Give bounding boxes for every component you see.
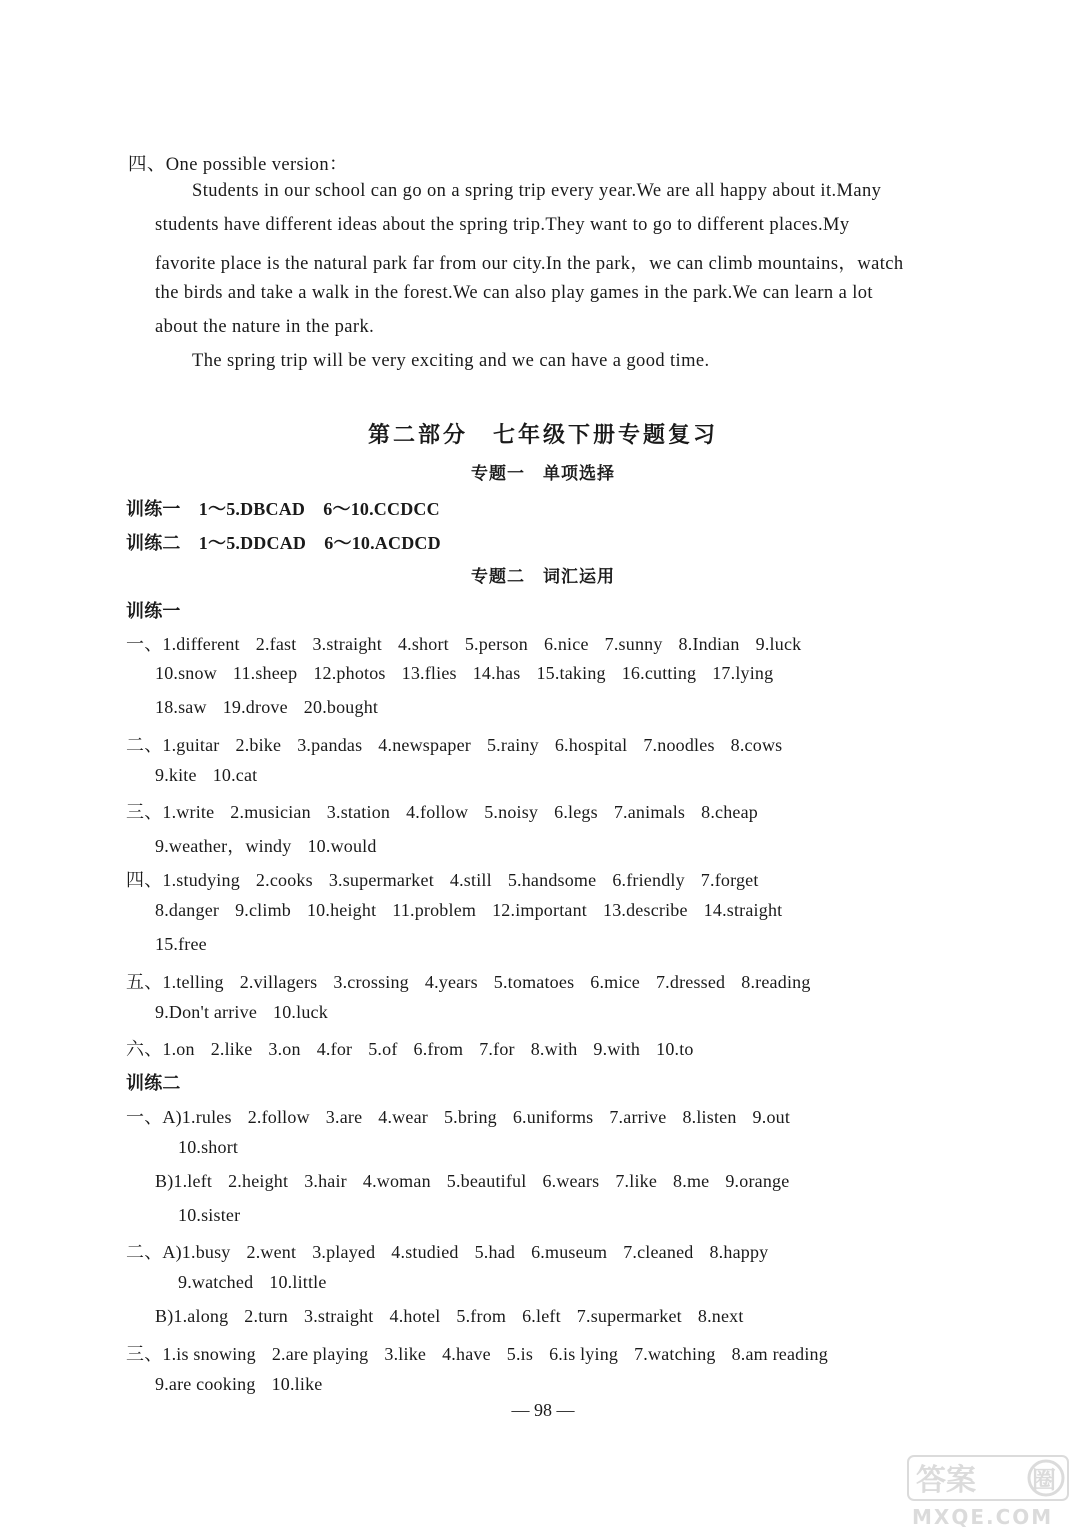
answer-item: 4.still: [449, 870, 492, 890]
answer-item: 3.pandas: [297, 735, 363, 755]
answer-line: [178, 1137, 254, 1158]
answer-item: 7.watching: [634, 1344, 716, 1364]
answer-item: 2.went: [246, 1242, 297, 1262]
answer-item: 10.short: [178, 1137, 239, 1157]
answer-item: 10.like: [271, 1374, 323, 1394]
answer-item: 8.listen: [682, 1107, 737, 1127]
answer-item: 10.height: [306, 900, 377, 920]
answer-item: 7.cleaned: [623, 1242, 694, 1262]
topic2-title: 专题二 词汇运用: [471, 567, 615, 586]
answer-line: [178, 1205, 256, 1226]
topic1-line: 训练二 1～5.DDCAD 6～10.ACDCD: [126, 533, 441, 553]
answer-line: [155, 1306, 760, 1327]
answer-item: 9.watched: [178, 1272, 254, 1292]
answer-item: 19.drove: [222, 697, 288, 717]
answer-line: [155, 832, 393, 858]
topic1-line: 训练一 1～5.DBCAD 6～10.CCDCC: [126, 499, 440, 519]
answer-item: 5.is: [506, 1344, 534, 1364]
answer-item: 14.has: [472, 663, 521, 683]
answer-item: 7.noodles: [643, 735, 715, 755]
answer-item: 8.cows: [730, 735, 783, 755]
answer-item: 10.snow: [155, 663, 217, 683]
answer-item: 4.newspaper: [378, 735, 471, 755]
answer-item: 4.hotel: [389, 1306, 441, 1326]
train1-label: 训练一: [126, 601, 181, 621]
answer-item: 3.are: [325, 1107, 363, 1127]
answer-item: 5.tomatoes: [493, 972, 575, 992]
answer-item: 15.taking: [536, 663, 606, 683]
answer-line: [126, 968, 827, 994]
answer-item: 18.saw: [155, 697, 207, 717]
answer-item: B)1.left: [155, 1171, 213, 1191]
answer-item: 4.years: [424, 972, 478, 992]
answer-line: [155, 663, 789, 684]
answer-item: 2.follow: [247, 1107, 310, 1127]
answer-item: 5.beautiful: [446, 1171, 527, 1191]
answer-item: 10.to: [656, 1039, 694, 1059]
answer-item: 6.nice: [543, 634, 589, 654]
answer-item: 3.crossing: [333, 972, 409, 992]
answer-item: 9.orange: [725, 1171, 790, 1191]
answer-item: 2.like: [210, 1039, 253, 1059]
answer-item: 20.bought: [303, 697, 379, 717]
answer-item: 5.had: [474, 1242, 516, 1262]
essay-line: students have different ideas about the spring trip.They want to go to different places.My: [155, 215, 850, 235]
answer-item: 5.handsome: [507, 870, 597, 890]
answer-item: 4.have: [442, 1344, 491, 1364]
answer-item: 五、1.telling: [126, 972, 224, 992]
train2-label: 训练二: [126, 1073, 181, 1093]
answer-item: 7.animals: [613, 802, 686, 822]
answer-item: 8.cheap: [701, 802, 758, 822]
answer-item: 10.little: [269, 1272, 327, 1292]
page-number: — 98 —: [511, 1400, 575, 1420]
essay-line: the birds and take a walk in the forest.We can also play games in the park.We can learn a lot: [155, 283, 873, 303]
answer-item: 2.height: [228, 1171, 289, 1191]
answer-item: 16.cutting: [621, 663, 697, 683]
answer-item: 5.bring: [443, 1107, 497, 1127]
answer-item: 9.out: [752, 1107, 791, 1127]
answer-item: 6.left: [522, 1306, 561, 1326]
answer-item: 4.short: [397, 634, 449, 654]
svg-text:答案: 答案: [916, 1463, 976, 1498]
answer-item: 7.like: [615, 1171, 658, 1191]
answer-line: [155, 900, 798, 921]
essay-line: favorite place is the natural park far from our city.In the park，we can climb mountains，watch: [155, 254, 904, 274]
answer-item: 6.is lying: [549, 1344, 619, 1364]
answer-line: [178, 1272, 343, 1293]
answer-item: 6.from: [413, 1039, 464, 1059]
answer-item: 4.studied: [391, 1242, 459, 1262]
answer-item: 5.noisy: [484, 802, 539, 822]
answer-item: 3.like: [384, 1344, 427, 1364]
answer-item: 3.supermarket: [328, 870, 434, 890]
answer-item: 5.of: [368, 1039, 398, 1059]
answer-item: 9.luck: [755, 634, 802, 654]
answer-item: 6.mice: [590, 972, 640, 992]
answer-item: 8.happy: [709, 1242, 769, 1262]
answer-item: 10.sister: [178, 1205, 241, 1225]
answer-item: 3.station: [326, 802, 391, 822]
answer-item: 6.friendly: [612, 870, 685, 890]
answer-item: 12.important: [492, 900, 587, 920]
answer-item: 9.kite: [155, 765, 197, 785]
answer-item: 15.free: [155, 934, 207, 954]
answer-item: 2.turn: [244, 1306, 288, 1326]
answer-item: 3.straight: [312, 634, 382, 654]
answer-item: 6.legs: [554, 802, 598, 822]
topic1-title: 专题一 单项选择: [471, 464, 615, 483]
answer-item: 17.lying: [712, 663, 774, 683]
answer-item: 5.from: [456, 1306, 507, 1326]
answer-item: 9.Don't arrive: [155, 1002, 258, 1022]
answer-item: 8.am reading: [731, 1344, 828, 1364]
answer-item: 8.danger: [155, 900, 220, 920]
answer-item: 11.sheep: [232, 663, 298, 683]
answer-item: 10.luck: [273, 1002, 328, 1022]
part-title: 第二部分 七年级下册专题复习: [367, 422, 718, 447]
answer-item: 三、1.write: [126, 802, 215, 822]
answer-item: 2.bike: [235, 735, 282, 755]
answer-item: 7.supermarket: [576, 1306, 682, 1326]
answer-item: 六、1.on: [126, 1039, 195, 1059]
answer-item: 9.are cooking: [155, 1374, 256, 1394]
answer-item: 6.museum: [531, 1242, 608, 1262]
answer-item: 7.arrive: [609, 1107, 667, 1127]
answer-line: [126, 731, 798, 757]
answer-item: 二、1.guitar: [126, 735, 220, 755]
answer-item: 8.me: [673, 1171, 710, 1191]
answer-item: 2.fast: [255, 634, 297, 654]
answer-item: 8.Indian: [678, 634, 740, 654]
answer-item: 二、A)1.busy: [126, 1242, 231, 1262]
svg-text:MXQE.COM: MXQE.COM: [912, 1505, 1054, 1529]
answer-item: 2.are playing: [271, 1344, 369, 1364]
answer-item: 13.describe: [603, 900, 688, 920]
answer-item: 6.wears: [542, 1171, 600, 1191]
answer-item: 9.weather，windy: [155, 836, 292, 856]
answer-item: 四、1.studying: [126, 870, 240, 890]
answer-item: 4.for: [316, 1039, 353, 1059]
answer-line: [126, 866, 775, 892]
answer-line: [155, 1171, 805, 1192]
answer-item: 3.straight: [304, 1306, 374, 1326]
answer-item: 7.sunny: [604, 634, 663, 654]
answer-item: 7.dressed: [655, 972, 726, 992]
answer-item: 12.photos: [313, 663, 386, 683]
answer-line: [155, 1002, 344, 1023]
answer-line: [155, 765, 273, 786]
answer-item: 一、1.different: [126, 634, 240, 654]
answer-item: 6.hospital: [554, 735, 628, 755]
answer-line: [126, 1035, 710, 1061]
answer-line: [155, 934, 223, 955]
answer-item: 4.wear: [378, 1107, 428, 1127]
answer-item: 三、1.is snowing: [126, 1344, 256, 1364]
answer-item: 2.musician: [230, 802, 311, 822]
answer-item: 2.cooks: [255, 870, 313, 890]
answer-item: 5.person: [464, 634, 528, 654]
answer-item: 5.rainy: [486, 735, 539, 755]
answer-line: [155, 1374, 338, 1395]
answer-item: 10.cat: [212, 765, 258, 785]
answer-line: [126, 798, 774, 824]
answer-item: 9.with: [593, 1039, 641, 1059]
answer-line: [155, 697, 394, 718]
essay-label: 四、One possible version：: [128, 155, 348, 175]
answer-item: 11.problem: [392, 900, 477, 920]
answer-item: 8.with: [530, 1039, 578, 1059]
answer-item: 6.uniforms: [512, 1107, 594, 1127]
answer-item: 8.next: [697, 1306, 744, 1326]
answer-item: 13.flies: [401, 663, 457, 683]
svg-text:圈: 圈: [1032, 1466, 1056, 1494]
answer-item: 3.hair: [304, 1171, 347, 1191]
answer-line: [126, 630, 817, 656]
answer-item: 10.would: [307, 836, 377, 856]
answer-item: 4.woman: [362, 1171, 431, 1191]
answer-item: 7.forget: [700, 870, 759, 890]
answer-item: 9.climb: [235, 900, 291, 920]
answer-item: 一、A)1.rules: [126, 1107, 232, 1127]
watermark-logo: [906, 1452, 1076, 1530]
answer-line: [126, 1103, 806, 1129]
answer-item: 4.follow: [406, 802, 469, 822]
essay-line: Students in our school can go on a spring trip every year.We are all happy about it.Many: [192, 181, 882, 201]
essay-line: about the nature in the park.: [155, 317, 375, 337]
essay-line: The spring trip will be very exciting and we can have a good time.: [192, 351, 710, 371]
answer-line: [126, 1238, 784, 1264]
answer-line: [126, 1340, 844, 1366]
answer-item: 8.reading: [741, 972, 811, 992]
answer-item: 14.straight: [703, 900, 783, 920]
answer-item: 7.for: [479, 1039, 515, 1059]
answer-item: 3.played: [312, 1242, 376, 1262]
answer-item: 2.villagers: [239, 972, 318, 992]
answer-item: 3.on: [268, 1039, 301, 1059]
answer-item: B)1.along: [155, 1306, 229, 1326]
